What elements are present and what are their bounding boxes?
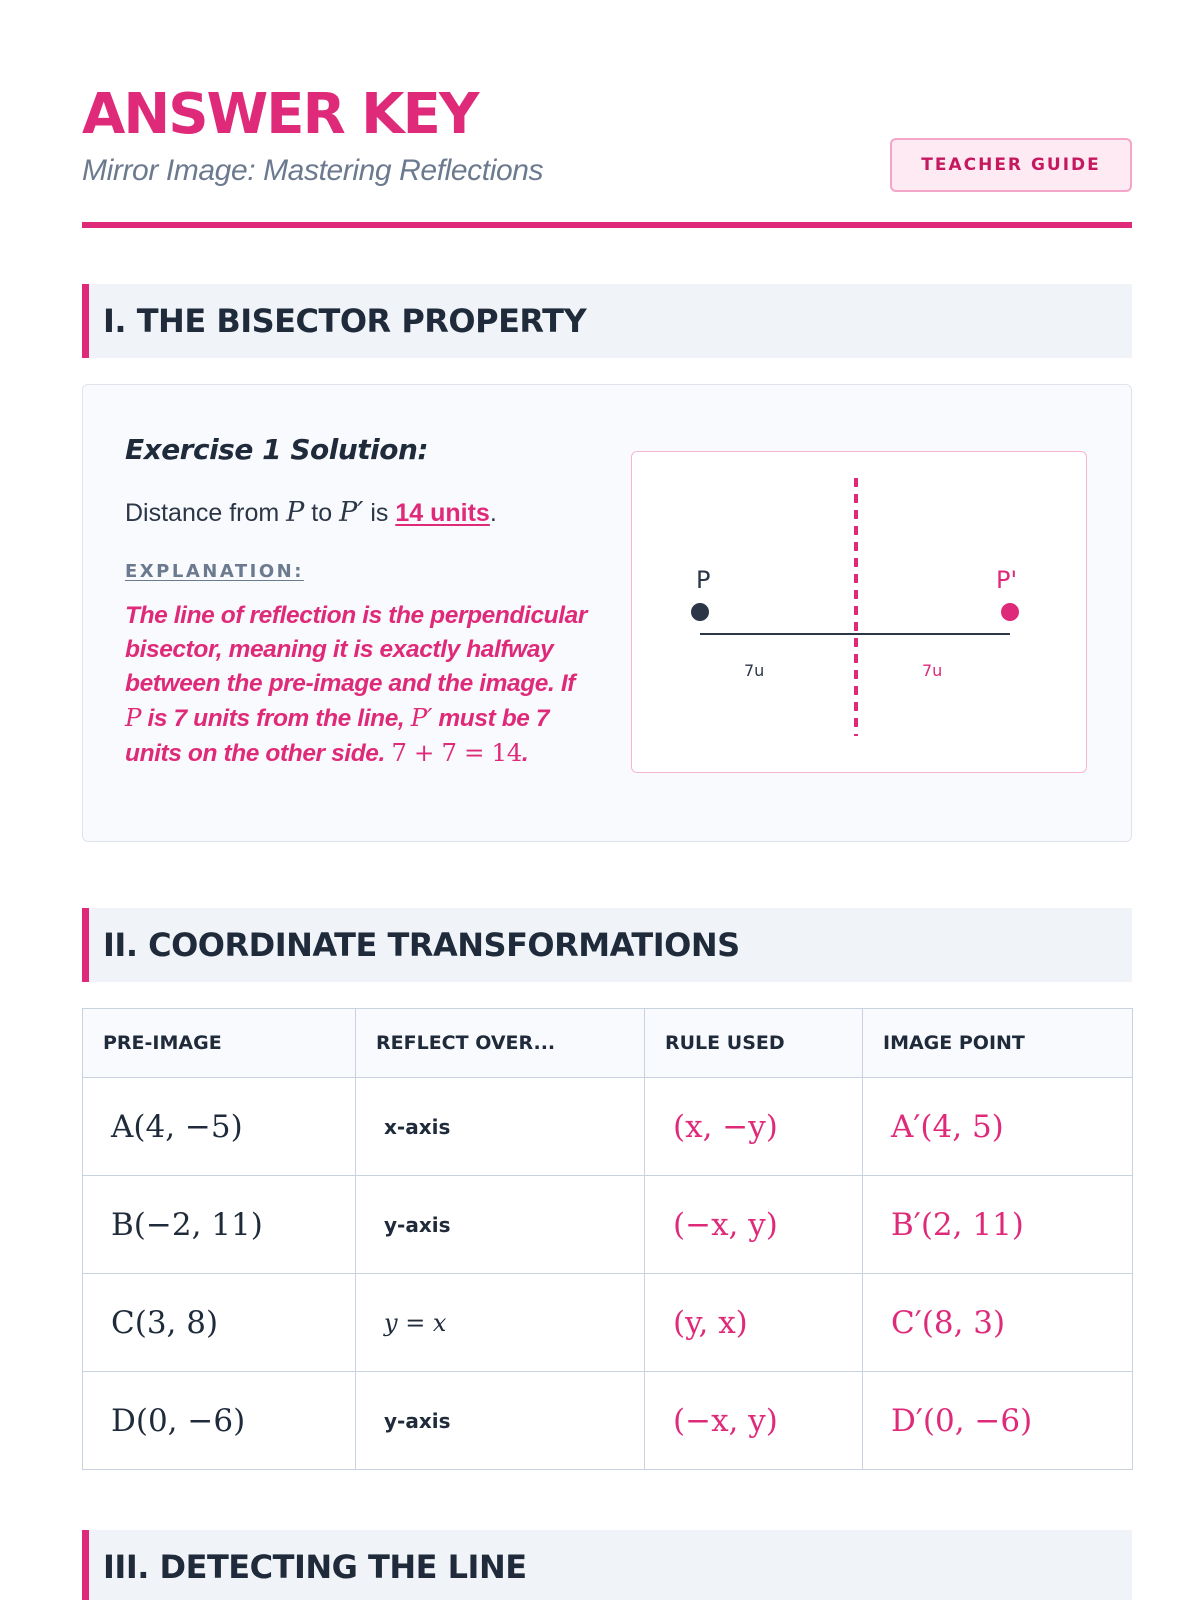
explanation-p: P — [125, 703, 142, 732]
pre-image-cell: C(3, 8) — [83, 1274, 356, 1372]
distance-is: is — [363, 499, 396, 527]
table-row — [83, 1274, 1133, 1372]
explanation-equation: 7 + 7 = 14 — [391, 738, 522, 767]
column-header-pre-image: PRE-IMAGE — [83, 1009, 356, 1078]
bisector-diagram-svg — [632, 452, 1085, 771]
explanation-label: EXPLANATION: — [125, 561, 304, 582]
column-header-reflect-over: REFLECT OVER... — [356, 1009, 645, 1078]
point-p-prime-marker — [1001, 603, 1019, 621]
section-heading-coordinates: II. COORDINATE TRANSFORMATIONS — [82, 908, 1132, 982]
distance-suffix: . — [489, 499, 497, 527]
page-title: ANSWER KEY — [82, 82, 478, 147]
header-divider — [82, 222, 1132, 228]
point-p-prime-label: P' — [996, 566, 1018, 594]
image-point-cell: B′(2, 11) — [863, 1176, 1133, 1274]
explanation-part3: must be 7 units on the other side. — [125, 705, 550, 767]
teacher-guide-badge: TEACHER GUIDE — [890, 138, 1132, 192]
point-p-label: P — [696, 566, 711, 594]
image-point-cell: D′(0, −6) — [863, 1372, 1133, 1470]
explanation-end: . — [521, 740, 529, 767]
right-distance-label: 7u — [922, 661, 943, 680]
reflect-over-cell: y-axis — [356, 1372, 645, 1470]
table-row — [83, 1078, 1133, 1176]
column-header-image-point: IMAGE POINT — [863, 1009, 1133, 1078]
pre-image-cell: D(0, −6) — [83, 1372, 356, 1470]
point-p: P — [286, 497, 305, 528]
bisector-diagram — [631, 451, 1087, 773]
rule-cell: (y, x) — [645, 1274, 863, 1372]
pre-image-cell: A(4, −5) — [83, 1078, 356, 1176]
distance-statement — [125, 497, 497, 528]
explanation-part2: is 7 units from the line, — [141, 705, 411, 732]
explanation-part1: The line of reflection is the perpendicular bisector, meaning it is exactly halfway between the pre-image and the image. If — [125, 602, 587, 697]
transformations-table — [82, 1008, 1133, 1470]
distance-prefix: Distance from — [125, 499, 287, 527]
table-row — [83, 1372, 1133, 1470]
point-p-marker — [691, 603, 709, 621]
rule-cell: (x, −y) — [645, 1078, 863, 1176]
pre-image-cell: B(−2, 11) — [83, 1176, 356, 1274]
page-subtitle: Mirror Image: Mastering Reflections — [82, 154, 544, 187]
distance-to: to — [304, 499, 340, 527]
reflect-over-cell: y = x — [356, 1274, 645, 1372]
table-header-row — [83, 1009, 1133, 1078]
exercise-title: Exercise 1 Solution: — [125, 433, 429, 466]
table-row — [83, 1176, 1133, 1274]
distance-answer: 14 units — [395, 499, 490, 527]
section-3-clip — [82, 1530, 1132, 1600]
point-p-prime: P′ — [339, 497, 364, 528]
exercise-1-card — [82, 384, 1132, 842]
explanation-p-prime: P′ — [410, 703, 432, 732]
image-point-cell: A′(4, 5) — [863, 1078, 1133, 1176]
image-point-cell: C′(8, 3) — [863, 1274, 1133, 1372]
rule-cell: (−x, y) — [645, 1176, 863, 1274]
reflect-over-cell: y-axis — [356, 1176, 645, 1274]
rule-cell: (−x, y) — [645, 1372, 863, 1470]
section-heading-bisector: I. THE BISECTOR PROPERTY — [82, 284, 1132, 358]
explanation-text — [125, 599, 595, 771]
reflect-over-cell: x-axis — [356, 1078, 645, 1176]
left-distance-label: 7u — [744, 661, 765, 680]
column-header-rule-used: RULE USED — [645, 1009, 863, 1078]
section-heading-detecting-line: III. DETECTING THE LINE — [82, 1530, 1132, 1600]
